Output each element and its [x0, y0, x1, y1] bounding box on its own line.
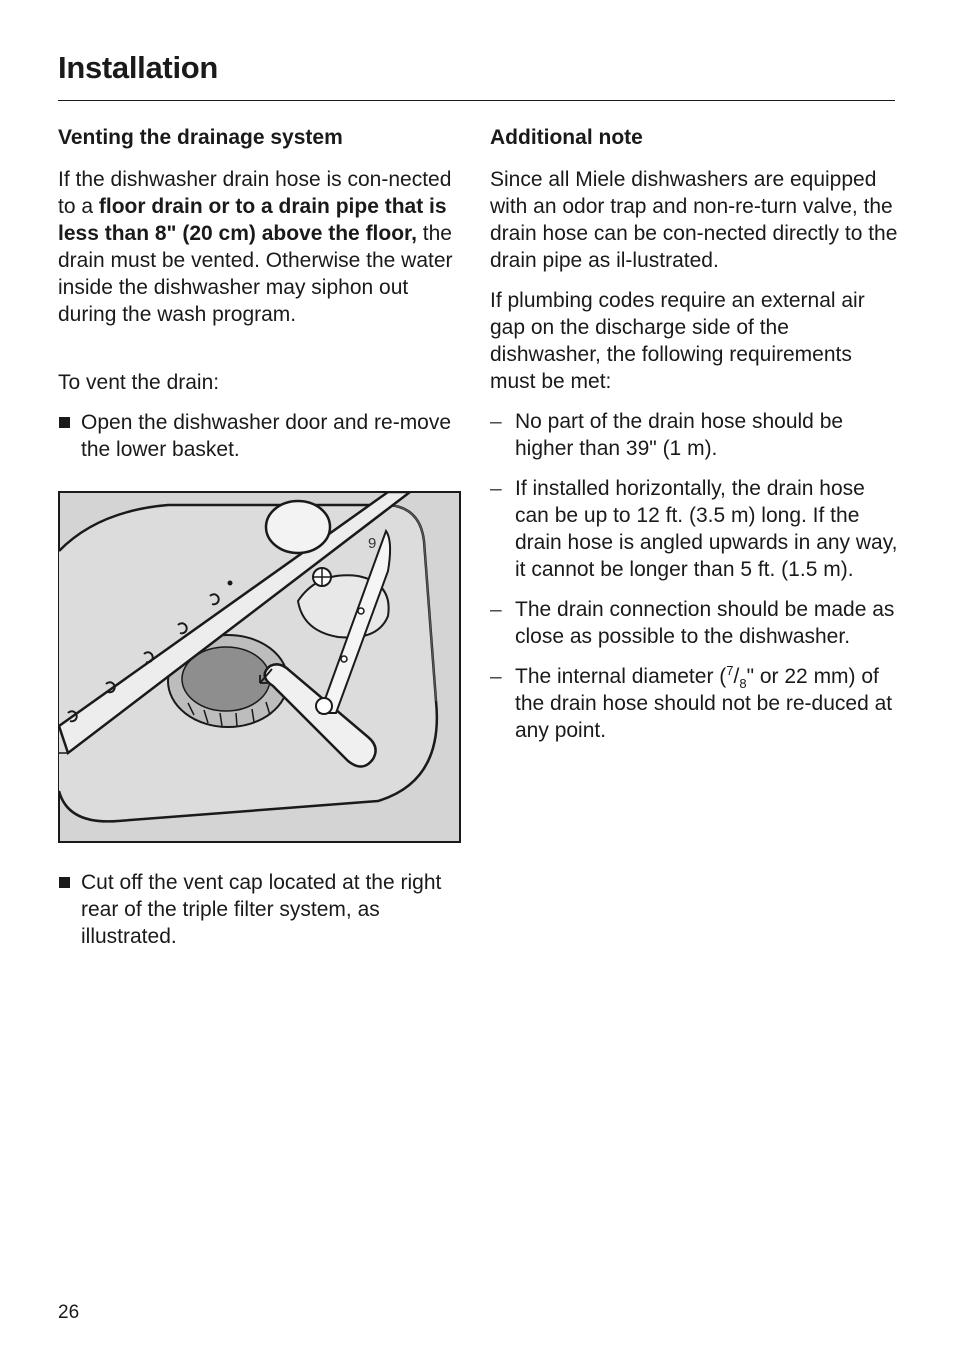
requirement-item [490, 663, 900, 744]
svg-text:9: 9 [368, 535, 377, 552]
intro-text-2: the drain must be vented. Otherwise the water inside the dishwasher may siphon out during the wash program. [58, 222, 453, 326]
dash-bullet: – [490, 477, 502, 500]
fraction-numerator: 7 [726, 663, 734, 678]
note-paragraph-1: Since all Miele dishwashers are equipped with an odor trap and non-re-turn valve, the drain hose can be con-nected directly to the drain pipe as il-lustrated. [490, 168, 898, 272]
fraction-denominator: 8 [739, 676, 747, 692]
intro-text-1: If the dishwasher drain hose is con-nected to a [58, 168, 452, 218]
requirement-text: If installed horizontally, the drain hose can be up to 12 ft. (3.5 m) long. If the drain hose is angled upwards in any way, it cannot be longer than 5 ft. (1.5 m). [515, 477, 898, 581]
diameter-text-before: The internal diameter ( [515, 665, 727, 688]
intro-bold-text: floor drain or to a drain pipe that is less than 8" (20 cm) above the floor, [58, 195, 447, 245]
dash-bullet: – [490, 598, 502, 621]
step-text: Cut off the vent cap located at the right rear of the triple filter system, as illustrated. [81, 871, 442, 948]
fraction-slash: / [733, 665, 740, 688]
page-number: 26 [58, 1302, 80, 1323]
section-heading-additional-note: Additional note [490, 126, 643, 149]
vent-cap-illustration [58, 491, 461, 843]
dash-bullet: – [490, 665, 502, 688]
vent-drain-intro: To vent the drain: [58, 371, 220, 394]
requirement-item [490, 408, 900, 462]
square-bullet-icon [58, 409, 81, 463]
requirement-item [490, 475, 900, 583]
title-divider [58, 100, 895, 101]
requirement-item [490, 596, 900, 650]
requirement-text [515, 663, 900, 744]
section-heading-venting: Venting the drainage system [58, 126, 343, 149]
right-column [490, 124, 900, 757]
square-bullet-icon [58, 869, 81, 950]
step-item [58, 409, 463, 463]
step-text: Open the dishwasher door and re-move the lower basket. [81, 411, 452, 461]
dash-bullet: – [490, 410, 502, 433]
page-title: Installation [58, 50, 219, 85]
requirement-text: No part of the drain hose should be higher than 39" (1 m). [515, 410, 844, 460]
venting-intro-paragraph [58, 166, 463, 328]
requirement-text: The drain connection should be made as close as possible to the dishwasher. [515, 598, 895, 648]
left-column [58, 124, 463, 963]
note-paragraph-2: If plumbing codes require an external air gap on the discharge side of the dishwasher, the following requirements must be met: [490, 289, 865, 393]
diameter-text-after: " or 22 mm) of the drain hose should not be re-duced at any point. [515, 665, 893, 742]
step-item [58, 869, 463, 950]
